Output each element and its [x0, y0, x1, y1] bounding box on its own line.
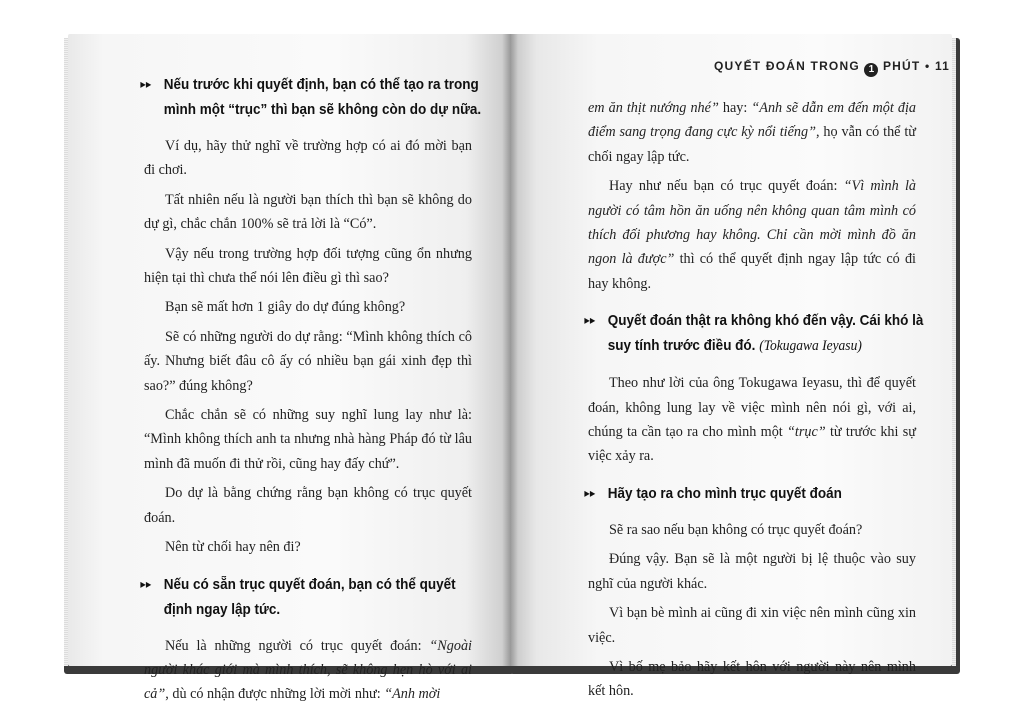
running-head	[714, 59, 950, 77]
paragraph-text: Sẽ có những người do dự rằng: “Mình không thích cô ấy. Nhưng biết đâu cô ấy có nhiều bạn gái xinh đẹp thì sao?” đúng không?	[144, 328, 472, 394]
paragraph-text: Hay như nếu bạn có trục quyết đoán:	[609, 178, 844, 195]
left-page	[68, 34, 510, 703]
running-head-separator: •	[924, 59, 931, 73]
double-arrow-icon: ▸▸	[140, 576, 152, 591]
paragraph-text: Đúng vậy. Bạn sẽ là một người bị lệ thuộc vào suy nghĩ của người khác.	[588, 551, 916, 592]
double-arrow-icon: ▸▸	[584, 313, 596, 328]
italic-quote: “trục”	[787, 424, 826, 441]
paragraph-text: Vì bạn bè mình ai cũng đi xin việc nên mình cũng xin việc.	[588, 605, 916, 646]
book-gutter-shadow	[502, 34, 518, 666]
paragraph-text: Do dự là bằng chứng rằng bạn không có trục quyết đoán.	[144, 485, 472, 526]
left-page-text	[140, 72, 482, 712]
body-paragraph	[588, 655, 916, 704]
paragraph-text: Tất nhiên nếu là người bạn thích thì bạn sẽ không do dự gì, chắc chắn 100% sẽ trả lời là “Có”.	[144, 191, 472, 233]
heading-text: Hãy tạo ra cho mình trục quyết đoán	[607, 484, 842, 502]
double-arrow-icon: ▸▸	[584, 485, 596, 500]
paragraph-text: Sẽ ra sao nếu bạn không có trục quyết đoán?	[609, 521, 863, 538]
body-paragraph	[144, 134, 472, 183]
open-book	[62, 34, 962, 703]
paragraph-text: , họ vẫn có thể từ chối ngay lập tức.	[588, 124, 916, 165]
body-paragraph	[588, 371, 916, 469]
body-paragraph	[144, 295, 472, 319]
body-paragraph	[588, 518, 916, 542]
italic-quote: “Anh sẽ dẫn em đến một địa điểm sang trọng đang cực kỳ nổi tiếng”	[588, 100, 916, 141]
paragraph-text: Chắc chắn sẽ có những suy nghĩ lung lay như là: “Mình không thích anh ta nhưng nhà hàng Pháp đó từ lâu mình đã muốn đi thử rồi, cũng hay đấy chứ”.	[144, 407, 472, 472]
paragraph-text: thì có thể quyết định ngay lập tức có đi hay không.	[588, 251, 916, 292]
paragraph-text: hay:	[718, 100, 752, 116]
running-head-title: QUYẾT ĐOÁN TRONG	[714, 59, 860, 73]
circle-number-icon: 1	[864, 63, 878, 77]
heading-text: Nếu trước khi quyết định, bạn có thể tạo ra trong mình một “trục” thì bạn sẽ không còn do dự nữa.	[163, 76, 482, 118]
body-paragraph	[144, 325, 472, 398]
heading-text: Quyết đoán thật ra không khó đến vậy. Cái khó là suy tính trước điều đó.	[607, 312, 924, 355]
body-paragraph	[588, 174, 916, 296]
paragraph-text: Vì bố mẹ bảo hãy kết hôn với người này nên mình kết hôn.	[588, 658, 916, 700]
paragraph-text: Vậy nếu trong trường hợp đối tượng cũng ổn nhưng hiện tại thì chưa thể nói lên điều gì thì sao?	[144, 245, 472, 287]
right-page-text	[584, 96, 924, 709]
section-heading	[140, 72, 488, 122]
running-head-title-end: PHÚT	[882, 59, 921, 73]
paragraph-text: Ví dụ, hãy thử nghĩ về trường hợp có ai đó mời bạn đi chơi.	[144, 138, 472, 179]
body-paragraph	[588, 96, 916, 169]
body-paragraph	[144, 403, 472, 476]
paragraph-text: , dù có nhận được những lời mời như:	[165, 686, 385, 703]
paragraph-text: Nếu là những người có trục quyết đoán:	[165, 637, 430, 654]
paragraph-text: Bạn sẽ mất hơn 1 giây do dự đúng không?	[165, 299, 406, 316]
body-paragraph	[144, 634, 472, 707]
heading-text: Nếu có sẵn trục quyết đoán, bạn có thể quyết định ngay lập tức.	[163, 575, 456, 618]
paragraph-text: từ trước khi sự việc xảy ra.	[588, 424, 916, 465]
page-number: 11	[934, 59, 951, 73]
section-heading	[140, 572, 488, 622]
italic-quote: “Anh mời	[384, 686, 441, 703]
italic-quote: “Ngoài người khác giới mà mình thích, sẽ không hẹn hò với ai cả”	[144, 637, 472, 703]
right-page	[510, 34, 952, 700]
body-paragraph	[588, 547, 916, 596]
double-arrow-icon: ▸▸	[140, 77, 152, 91]
paragraph-text: Theo như lời của ông Tokugawa Ieyasu, thì để quyết đoán, không lung lay về việc mình nên nói gì, với ai, chúng ta cần tạo ra cho mình một	[588, 375, 916, 441]
heading-source: (Tokugawa Ieyasu)	[759, 338, 862, 355]
body-paragraph	[144, 481, 472, 530]
body-paragraph	[144, 188, 472, 237]
page-edges-right	[952, 38, 956, 666]
italic-quote: em ăn thịt nướng nhé”	[588, 100, 719, 116]
body-paragraph	[144, 535, 472, 559]
section-heading	[584, 481, 932, 506]
section-heading	[584, 308, 932, 359]
paragraph-text: Nên từ chối hay nên đi?	[165, 539, 301, 556]
italic-quote: “Vì mình là người có tâm hồn ăn uống nên không quan tâm mình có thích đối phương hay không. Chỉ cần mời mình đồ ăn ngon là được”	[588, 178, 916, 268]
body-paragraph	[588, 601, 916, 650]
body-paragraph	[144, 242, 472, 291]
